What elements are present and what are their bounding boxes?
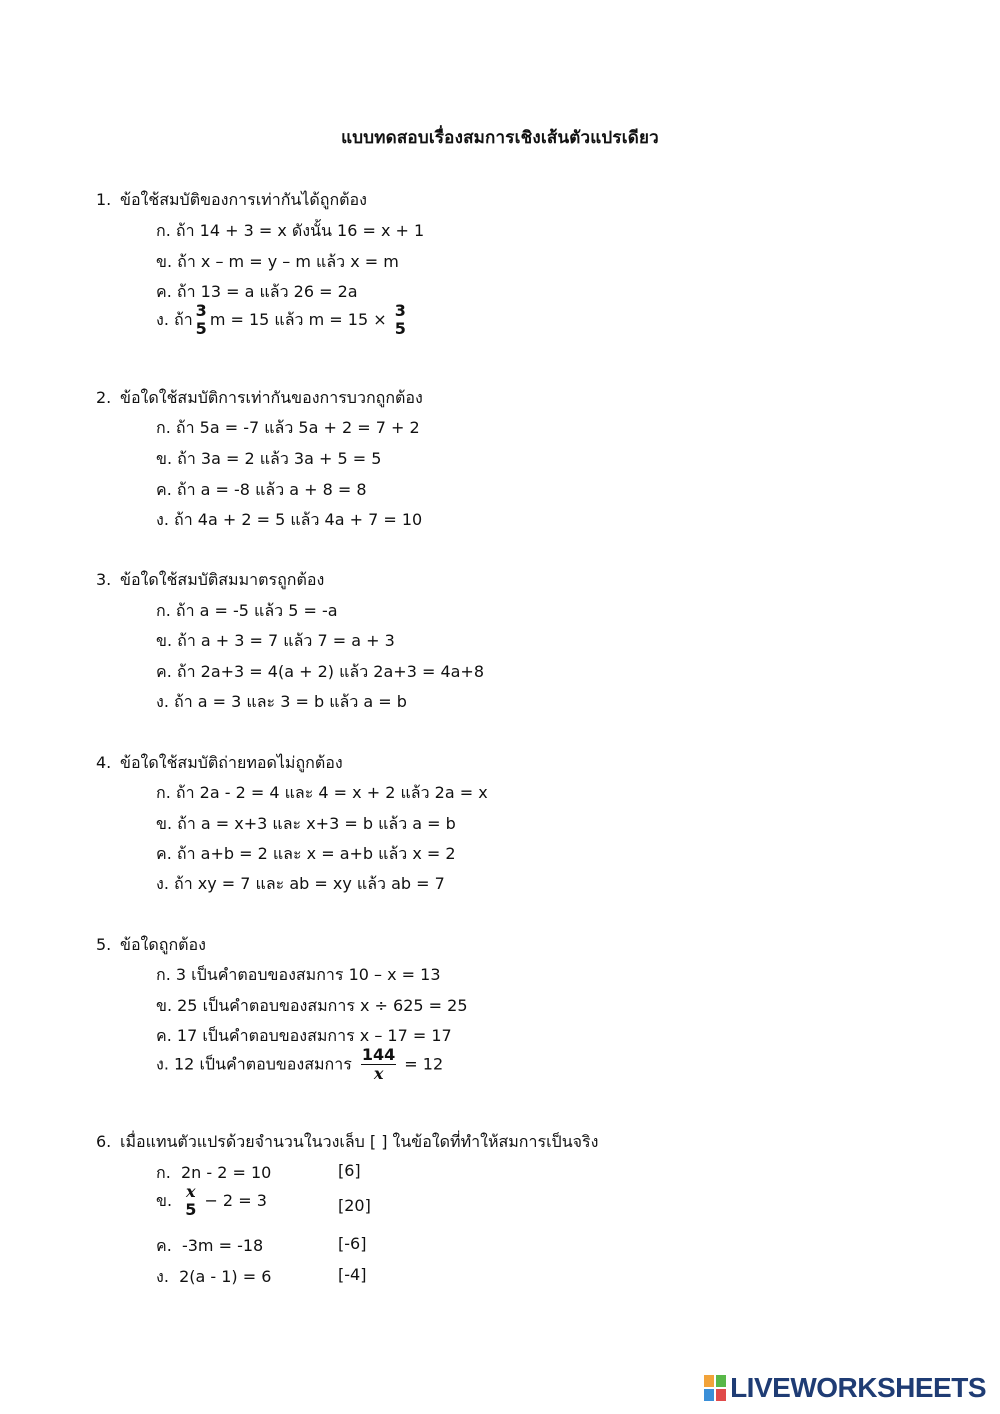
question-6-option-b[interactable]	[156, 1183, 267, 1220]
question-2-stem	[96, 386, 423, 411]
question-2-option-a[interactable]	[156, 416, 420, 441]
option-text: ถ้า	[174, 309, 193, 329]
question-2-option-b[interactable]	[156, 447, 381, 472]
fraction-numerator: 3	[394, 301, 406, 320]
question-3-option-a[interactable]	[156, 599, 338, 624]
option-label: ง.	[156, 692, 169, 711]
option-label: ข.	[156, 252, 173, 271]
question-3-option-d[interactable]	[156, 690, 407, 715]
option-text: 17 เป็นคำตอบของสมการ x – 17 = 17	[176, 1026, 452, 1045]
fraction-numerator: 144	[361, 1045, 396, 1064]
option-text: ถ้า a = x+3 และ x+3 = b แล้ว a = b	[177, 814, 456, 833]
option-label: ค.	[156, 1236, 172, 1255]
question-text: เมื่อแทนตัวแปรด้วยจำนวนในวงเล็บ [ ] ในข้อใดที่ทำให้สมการเป็นจริง	[120, 1132, 599, 1151]
option-equation: 2(a - 1) = 6	[179, 1267, 272, 1286]
option-text: m = 15 แล้ว m = 15 ×	[209, 309, 387, 329]
question-text: ข้อใดใช้สมบัติสมมาตรถูกต้อง	[120, 570, 325, 589]
option-label: ข.	[156, 631, 173, 650]
option-label: ค.	[156, 1026, 172, 1045]
option-label: ข.	[156, 996, 173, 1015]
fraction	[361, 1046, 396, 1084]
question-5-stem	[96, 933, 206, 958]
option-label: ค.	[156, 662, 172, 681]
option-label: ง.	[156, 1267, 169, 1286]
question-1-option-b[interactable]	[156, 250, 399, 275]
question-3-stem	[96, 568, 324, 593]
option-label: ก.	[156, 601, 171, 620]
option-text: ถ้า 2a - 2 = 4 และ 4 = x + 2 แล้ว 2a = x	[175, 783, 488, 802]
option-equation: -3m = -18	[181, 1236, 264, 1255]
option-text: = 12	[404, 1054, 444, 1074]
question-5-option-d[interactable]	[156, 1046, 443, 1084]
liveworksheets-logo	[704, 1372, 986, 1404]
question-text: ข้อใช้สมบัติของการเท่ากันได้ถูกต้อง	[120, 190, 367, 209]
question-6-stem	[96, 1130, 598, 1155]
question-number: 2.	[96, 388, 112, 407]
question-4-option-a[interactable]	[156, 781, 488, 806]
option-equation: 2n - 2 = 10	[180, 1163, 272, 1182]
option-text: 25 เป็นคำตอบของสมการ x ÷ 625 = 25	[177, 996, 468, 1015]
option-label: ก.	[156, 783, 171, 802]
option-text: ถ้า 5a = -7 แล้ว 5a + 2 = 7 + 2	[175, 418, 420, 437]
question-6-option-a-value: [6]	[338, 1161, 361, 1180]
question-6-option-d-value: [-4]	[338, 1265, 367, 1284]
fraction-denominator: x	[373, 1064, 384, 1084]
fraction-numerator: x	[186, 1182, 196, 1201]
fraction-denominator: 5	[185, 1200, 197, 1220]
question-2-option-c[interactable]	[156, 478, 367, 503]
question-text: ข้อใดใช้สมบัติการเท่ากันของการบวกถูกต้อง	[120, 388, 423, 407]
logo-blocks-icon	[704, 1375, 726, 1401]
fraction-denominator: 5	[195, 319, 207, 339]
question-number: 3.	[96, 570, 112, 589]
question-1-stem	[96, 188, 367, 213]
question-3-option-b[interactable]	[156, 629, 395, 654]
option-label: ข.	[156, 449, 173, 468]
option-label: ค.	[156, 480, 172, 499]
logo-text: LIVEWORKSHEETS	[730, 1372, 986, 1403]
question-2-option-d[interactable]	[156, 508, 422, 533]
question-6-option-c[interactable]	[156, 1234, 263, 1259]
option-label: ข.	[156, 1190, 173, 1210]
option-text: ถ้า 14 + 3 = x ดังนั้น 16 = x + 1	[175, 221, 425, 240]
question-number: 6.	[96, 1132, 112, 1151]
option-text: ถ้า 2a+3 = 4(a + 2) แล้ว 2a+3 = 4a+8	[176, 662, 485, 681]
question-5-option-b[interactable]	[156, 994, 468, 1019]
option-text: ถ้า a+b = 2 และ x = a+b แล้ว x = 2	[176, 844, 456, 863]
option-label: ก.	[156, 1163, 171, 1182]
page-title: แบบทดสอบเรื่องสมการเชิงเส้นตัวแปรเดียว	[341, 128, 659, 148]
question-4-option-b[interactable]	[156, 812, 456, 837]
option-text: ถ้า a = 3 และ 3 = b แล้ว a = b	[174, 692, 407, 711]
question-4-option-c[interactable]	[156, 842, 456, 867]
question-number: 1.	[96, 190, 112, 209]
option-label: ก.	[156, 418, 171, 437]
question-text: ข้อใดใช้สมบัติถ่ายทอดไม่ถูกต้อง	[120, 753, 343, 772]
question-3-option-c[interactable]	[156, 660, 484, 685]
question-text: ข้อใดถูกต้อง	[120, 935, 206, 954]
option-text: ถ้า xy = 7 และ ab = xy แล้ว ab = 7	[174, 874, 445, 893]
question-number: 5.	[96, 935, 112, 954]
option-text: ถ้า 4a + 2 = 5 แล้ว 4a + 7 = 10	[174, 510, 423, 529]
option-text: ถ้า a = -5 แล้ว 5 = -a	[175, 601, 338, 620]
fraction	[394, 302, 407, 339]
question-number: 4.	[96, 753, 112, 772]
fraction	[184, 1183, 197, 1220]
question-6-option-d[interactable]	[156, 1265, 271, 1290]
question-1-option-d[interactable]	[156, 302, 409, 339]
question-6-option-b-value: [20]	[338, 1196, 371, 1215]
option-text: ถ้า 3a = 2 แล้ว 3a + 5 = 5	[177, 449, 382, 468]
option-text: 3 เป็นคำตอบของสมการ 10 – x = 13	[175, 965, 441, 984]
option-equation: − 2 = 3	[204, 1190, 267, 1210]
option-label: ค.	[156, 282, 172, 301]
option-label: ง.	[156, 874, 169, 893]
option-label: ง.	[156, 1054, 169, 1074]
fraction	[195, 302, 208, 339]
option-text: 12 เป็นคำตอบของสมการ	[174, 1054, 352, 1074]
option-label: ก.	[156, 221, 171, 240]
option-text: ถ้า 13 = a แล้ว 26 = 2a	[176, 282, 358, 301]
option-label: ง.	[156, 309, 169, 329]
question-5-option-a[interactable]	[156, 963, 441, 988]
question-4-stem	[96, 751, 343, 776]
question-1-option-a[interactable]	[156, 219, 424, 244]
fraction-numerator: 3	[195, 301, 207, 320]
fraction-denominator: 5	[394, 319, 406, 339]
option-label: ค.	[156, 844, 172, 863]
option-text: ถ้า x – m = y – m แล้ว x = m	[177, 252, 399, 271]
option-label: ง.	[156, 510, 169, 529]
option-label: ข.	[156, 814, 173, 833]
question-6-option-c-value: [-6]	[338, 1234, 367, 1253]
option-text: ถ้า a = -8 แล้ว a + 8 = 8	[176, 480, 367, 499]
question-4-option-d[interactable]	[156, 872, 445, 897]
option-text: ถ้า a + 3 = 7 แล้ว 7 = a + 3	[177, 631, 395, 650]
option-label: ก.	[156, 965, 171, 984]
